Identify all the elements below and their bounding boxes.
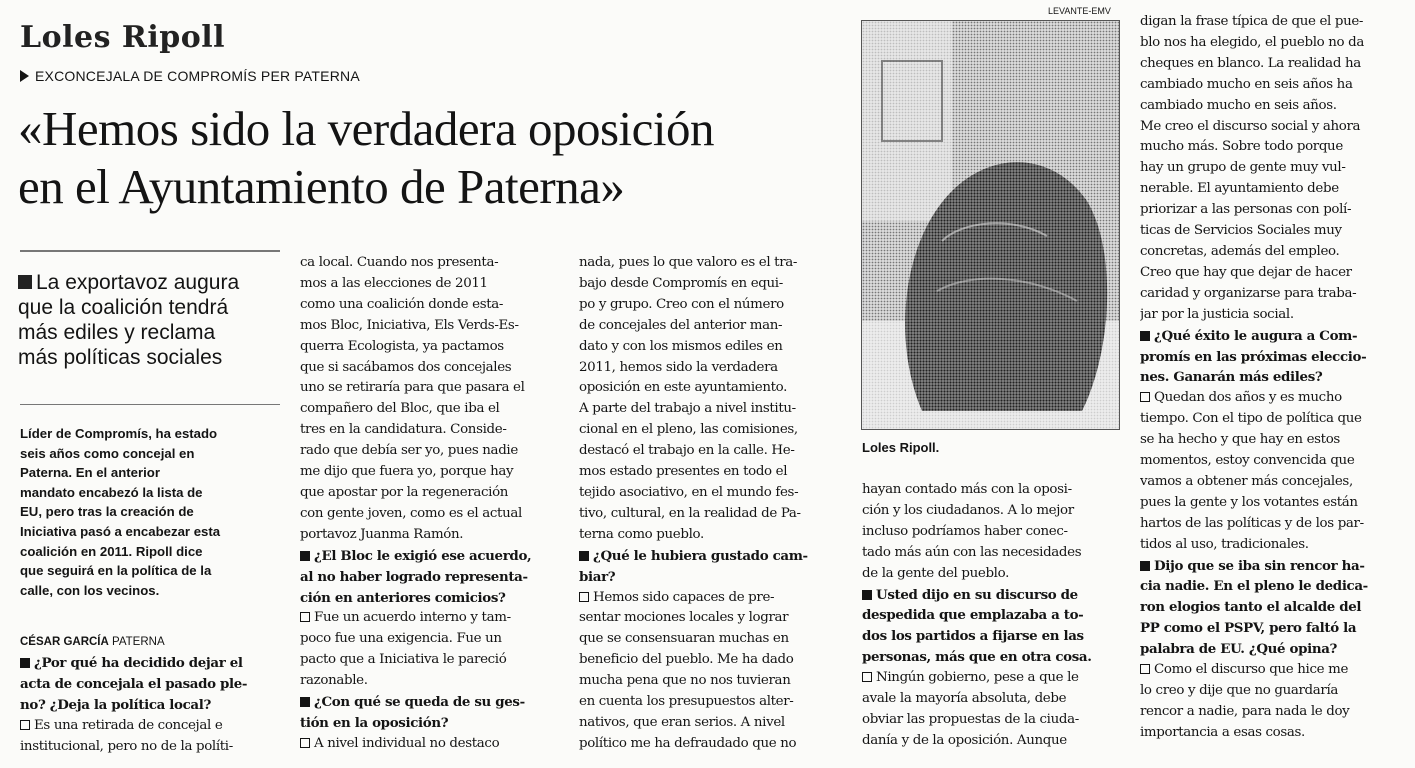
line-text: obviar las propuestas de la ciuda- xyxy=(862,711,1079,727)
question-line xyxy=(300,692,562,713)
line-text: Hemos sido capaces de pre- xyxy=(593,589,775,605)
answer-line xyxy=(300,253,562,274)
answer-line xyxy=(579,608,841,629)
headline xyxy=(18,100,838,216)
question-line xyxy=(300,713,562,734)
kicker xyxy=(20,68,360,84)
answer-marker-icon xyxy=(1140,392,1150,402)
answer-marker-icon xyxy=(1140,664,1150,674)
text-column-4 xyxy=(862,480,1124,752)
line-text: hayan contado más con la oposi- xyxy=(862,482,1072,497)
interviewee-name: Loles Ripoll xyxy=(20,20,226,55)
answer-line xyxy=(1140,75,1410,96)
answer-line xyxy=(579,504,841,525)
line-text: pacto que a Iniciativa le pareció xyxy=(300,652,507,668)
answer-line xyxy=(1140,137,1410,158)
question-marker-icon xyxy=(862,590,872,600)
answer-line xyxy=(1140,430,1410,451)
answer-line xyxy=(579,734,841,755)
answer-line xyxy=(579,378,841,399)
answer-line xyxy=(20,737,278,758)
answer-line xyxy=(1140,514,1410,535)
line-text: priorizar a las personas con polí- xyxy=(1140,202,1352,218)
question-line xyxy=(300,567,562,588)
line-text: PP como el PSPV, pero faltó la xyxy=(1140,620,1357,637)
triangle-icon xyxy=(20,70,29,82)
divider xyxy=(20,250,280,252)
line-text: tres en la candidatura. Conside- xyxy=(300,422,507,438)
answer-line xyxy=(300,671,562,692)
question-line xyxy=(1140,326,1410,347)
line-text: caridad y organizarse para traba- xyxy=(1140,285,1357,301)
answer-line xyxy=(862,564,1124,585)
byline-place: PATERNA xyxy=(112,636,165,648)
portrait-image xyxy=(862,21,1120,430)
line-text: dato y con los mismos ediles en xyxy=(579,338,783,354)
line-text: A nivel individual no destaco xyxy=(314,735,500,751)
line-text: Me creo el discurso social y ahora xyxy=(1140,118,1361,134)
subhead-line: más políticas sociales xyxy=(18,346,223,369)
answer-line xyxy=(1140,96,1410,117)
subhead-line: que la coalición tendrá xyxy=(18,296,229,319)
answer-line xyxy=(579,420,841,441)
answer-line xyxy=(579,629,841,650)
answer-line xyxy=(579,588,841,609)
question-line xyxy=(1140,597,1410,618)
answer-line xyxy=(579,358,841,379)
subhead-line: más ediles y reclama xyxy=(18,321,216,344)
line-text: ticas de Servicios Sociales muy xyxy=(1140,223,1342,239)
line-text: se ha hecho y que hay en estos xyxy=(1140,432,1340,448)
line-text: A parte del trabajo a nivel institu- xyxy=(579,401,796,417)
answer-line xyxy=(1140,409,1410,430)
portrait-photo xyxy=(861,20,1120,430)
answer-line xyxy=(579,295,841,316)
intro-line: Líder de Compromís, ha estado xyxy=(20,426,218,441)
line-text: que si sacábamos dos concejales xyxy=(300,359,512,375)
line-text: tidos al uso, tradicionales. xyxy=(1140,536,1309,552)
text-column-1 xyxy=(20,653,278,758)
line-text: terna como pueblo. xyxy=(579,526,704,542)
question-line xyxy=(300,546,562,567)
intro-line: EU, pero tras la creación de xyxy=(20,504,194,520)
question-marker-icon xyxy=(579,551,589,561)
answer-marker-icon xyxy=(20,720,30,730)
line-text: cambiado mucho en seis años. xyxy=(1140,97,1337,113)
line-text: ción en anteriores comicios? xyxy=(300,589,506,606)
line-text: de la gente del pueblo. xyxy=(862,565,1010,581)
subhead-line: La exportavoz augura xyxy=(36,271,240,294)
line-text: no? ¿Deja la política local? xyxy=(20,696,211,713)
answer-line xyxy=(579,713,841,734)
intro-line: que seguirá en la política de la xyxy=(20,563,212,579)
text-column-3 xyxy=(579,253,841,755)
answer-line xyxy=(862,731,1124,752)
answer-line xyxy=(300,295,562,316)
answer-line xyxy=(300,274,562,295)
line-text: ¿Qué éxito le augura a Com- xyxy=(1154,327,1358,344)
answer-line xyxy=(300,462,562,483)
question-line xyxy=(20,674,278,695)
line-text: momentos, estoy convencida que xyxy=(1140,453,1355,469)
line-text: ca local. Cuando nos presenta- xyxy=(300,255,499,270)
answer-line xyxy=(1140,117,1410,138)
line-text: de concejales del anterior man- xyxy=(579,317,783,333)
question-marker-icon xyxy=(20,658,30,668)
answer-line xyxy=(300,525,562,546)
question-marker-icon xyxy=(300,697,310,707)
answer-line xyxy=(300,337,562,358)
line-text: lo creo y dije que no guardaría xyxy=(1140,683,1339,698)
answer-line xyxy=(579,316,841,337)
line-text: Dijo que se iba sin rencor ha- xyxy=(1154,557,1365,574)
answer-line xyxy=(1140,723,1410,744)
line-text: 2011, hemos sido la verdadera xyxy=(579,359,778,375)
line-text: como una coalición donde esta- xyxy=(300,296,504,312)
intro-line: Iniciativa pasó a encabezar esta xyxy=(20,523,221,539)
answer-line xyxy=(1140,472,1410,493)
line-text: avale la mayoría absoluta, debe xyxy=(862,691,1067,707)
answer-marker-icon xyxy=(862,672,872,682)
line-text: danía y de la oposición. Aunque xyxy=(862,732,1067,748)
line-text: tiempo. Con el tipo de política que xyxy=(1140,411,1362,427)
byline-author: CÉSAR GARCÍA xyxy=(20,636,109,648)
line-text: tejido asociativo, en el mundo fes- xyxy=(579,484,799,500)
question-line xyxy=(20,695,278,716)
line-text: ¿Qué le hubiera gustado cam- xyxy=(593,547,808,564)
line-text: Usted dijo en su discurso de xyxy=(876,586,1078,603)
answer-marker-icon xyxy=(300,612,310,622)
answer-line xyxy=(1140,681,1410,702)
line-text: nativos, que eran serios. A nivel xyxy=(579,714,785,730)
line-text: uno se retiraría para que pasara el xyxy=(300,380,525,396)
line-text: institucional, pero no de la políti- xyxy=(20,738,233,754)
answer-line xyxy=(1140,702,1410,723)
line-text: poco fue una exigencia. Fue un xyxy=(300,631,502,647)
line-text: bajo desde Compromís en equi- xyxy=(579,275,783,291)
intro-line: coalición en 2011. Ripoll dice xyxy=(20,543,203,559)
answer-line xyxy=(579,525,841,546)
line-text: incluso podríamos haber conec- xyxy=(862,523,1068,539)
answer-line xyxy=(1140,451,1410,472)
line-text: nes. Ganarán más ediles? xyxy=(1140,369,1323,386)
line-text: cia nadie. En el pleno le dedica- xyxy=(1140,578,1368,595)
line-text: Ningún gobierno, pese a que le xyxy=(876,670,1079,686)
answer-line xyxy=(1140,388,1410,409)
answer-line xyxy=(1140,493,1410,514)
line-text: hartos de las políticas y de los par- xyxy=(1140,515,1364,531)
line-text: ¿Por qué ha decidido dejar el xyxy=(34,655,243,671)
answer-line xyxy=(300,608,562,629)
line-text: digan la frase típica de que el pue- xyxy=(1140,14,1364,29)
headline-line: «Hemos sido la verdadera oposición xyxy=(18,101,715,156)
line-text: acta de concejala el pasado ple- xyxy=(20,675,248,692)
answer-line xyxy=(1140,158,1410,179)
line-text: rado que debía ser yo, pues nadie xyxy=(300,443,518,459)
answer-marker-icon xyxy=(300,738,310,748)
line-text: vamos a obtener más concejales, xyxy=(1140,473,1353,489)
line-text: po y grupo. Creo con el número xyxy=(579,296,784,312)
question-line xyxy=(20,653,278,674)
question-line xyxy=(1140,639,1410,660)
intro-line: Paterna. En el anterior xyxy=(20,465,160,481)
question-line xyxy=(862,626,1124,647)
answer-line xyxy=(862,710,1124,731)
answer-line xyxy=(1140,305,1410,326)
intro-text xyxy=(20,424,270,600)
question-marker-icon xyxy=(300,551,310,561)
line-text: hay un grupo de gente muy vul- xyxy=(1140,160,1346,176)
line-text: cional en el pleno, las comisiones, xyxy=(579,422,798,438)
line-text: querra Ecologista, ya pactamos xyxy=(300,338,504,354)
answer-line xyxy=(300,483,562,504)
answer-line xyxy=(862,522,1124,543)
answer-line xyxy=(1140,263,1410,284)
line-text: tión en la oposición? xyxy=(300,714,449,731)
line-text: Es una retirada de concejal e xyxy=(34,717,223,733)
line-text: biar? xyxy=(579,568,616,585)
line-text: mos Bloc, Iniciativa, Els Verds-Es- xyxy=(300,317,519,333)
headline-line: en el Ayuntamiento de Paterna» xyxy=(18,159,625,214)
question-line xyxy=(579,567,841,588)
divider xyxy=(20,404,280,405)
answer-line xyxy=(1140,284,1410,305)
square-bullet-icon xyxy=(18,275,32,289)
line-text: Creo que hay que dejar de hacer xyxy=(1140,264,1352,280)
kicker-text: EXCONCEJALA DE COMPROMÍS PER PATERNA xyxy=(35,68,360,84)
answer-line xyxy=(300,316,562,337)
line-text: al no haber logrado representa- xyxy=(300,568,528,585)
question-line xyxy=(1140,347,1410,368)
answer-line xyxy=(300,399,562,420)
answer-line xyxy=(20,716,278,737)
question-line xyxy=(579,546,841,567)
answer-line xyxy=(579,483,841,504)
intro-line: seis años como concejal en xyxy=(20,445,195,461)
line-text: razonable. xyxy=(300,673,368,689)
photo-credit: LEVANTE-EMV xyxy=(1048,6,1111,16)
line-text: jar por la justicia social. xyxy=(1140,306,1294,322)
line-text: mos estado presentes en todo el xyxy=(579,464,788,480)
line-text: personas, más que en otra cosa. xyxy=(862,649,1092,666)
line-text: tivo, cultural, en la realidad de Pa- xyxy=(579,505,801,521)
answer-line xyxy=(1140,33,1410,54)
question-line xyxy=(1140,576,1410,597)
line-text: compañero del Bloc, que iba el xyxy=(300,401,500,417)
line-text: sentar mociones locales y lograr xyxy=(579,610,789,626)
line-text: con gente joven, como es el actual xyxy=(300,505,522,521)
line-text: concretas, además del empleo. xyxy=(1140,243,1340,259)
answer-line xyxy=(300,734,562,755)
answer-line xyxy=(1140,242,1410,263)
answer-line xyxy=(300,358,562,379)
line-text: nerable. El ayuntamiento debe xyxy=(1140,181,1339,197)
answer-line xyxy=(579,441,841,462)
question-line xyxy=(862,647,1124,668)
line-text: cambiado mucho en seis años ha xyxy=(1140,76,1353,92)
line-text: dos los partidos a fijarse en las xyxy=(862,628,1084,645)
line-text: oposición en este ayuntamiento. xyxy=(579,380,788,396)
answer-line xyxy=(579,671,841,692)
question-line xyxy=(1140,367,1410,388)
line-text: rencor a nadie, para nada le doy xyxy=(1140,703,1350,719)
line-text: despedida que emplazaba a to- xyxy=(862,607,1084,624)
answer-line xyxy=(1140,660,1410,681)
subhead xyxy=(18,270,268,370)
line-text: mos a las elecciones de 2011 xyxy=(300,275,488,291)
line-text: destacó el trabajo en la calle. He- xyxy=(579,443,795,459)
line-text: nada, pues lo que valoro es el tra- xyxy=(579,255,798,270)
answer-line xyxy=(1140,221,1410,242)
intro-line: mandato encabezó la lista de xyxy=(20,484,203,500)
answer-line xyxy=(300,378,562,399)
line-text: Fue un acuerdo interno y tam- xyxy=(314,610,511,626)
answer-line xyxy=(1140,12,1410,33)
answer-marker-icon xyxy=(579,592,589,602)
line-text: mucho más. Sobre todo porque xyxy=(1140,139,1343,155)
line-text: mucha pena que no nos tuvieran xyxy=(579,673,791,689)
answer-line xyxy=(579,650,841,671)
answer-line xyxy=(300,629,562,650)
question-line xyxy=(1140,556,1410,577)
answer-line xyxy=(300,441,562,462)
answer-line xyxy=(579,253,841,274)
answer-line xyxy=(862,480,1124,501)
line-text: blo nos ha elegido, el pueblo no da xyxy=(1140,34,1364,50)
line-text: político me ha defraudado que no xyxy=(579,735,797,751)
text-column-5 xyxy=(1140,12,1410,744)
answer-line xyxy=(862,689,1124,710)
question-line xyxy=(862,585,1124,606)
answer-line xyxy=(579,274,841,295)
line-text: ¿Con qué se queda de su ges- xyxy=(314,694,525,711)
line-text: ron elogios tanto el alcalde del xyxy=(1140,599,1362,616)
answer-line xyxy=(1140,54,1410,75)
intro-line: calle, con los vecinos. xyxy=(20,582,160,598)
line-text: me dijo que fuera yo, porque hay xyxy=(300,464,514,480)
question-marker-icon xyxy=(1140,561,1150,571)
text-column-2 xyxy=(300,253,562,755)
answer-line xyxy=(300,650,562,671)
answer-line xyxy=(862,543,1124,564)
line-text: en cuenta los presupuestos alter- xyxy=(579,694,794,710)
answer-line xyxy=(1140,179,1410,200)
answer-line xyxy=(862,668,1124,689)
question-marker-icon xyxy=(1140,331,1150,341)
photo-caption: Loles Ripoll. xyxy=(862,440,940,455)
answer-line xyxy=(862,501,1124,522)
line-text: pues la gente y los votantes están xyxy=(1140,494,1358,510)
line-text: ción y los ciudadanos. A lo mejor xyxy=(862,502,1074,518)
line-text: que apostar por la regeneración xyxy=(300,484,509,500)
line-text: cheques en blanco. La realidad ha xyxy=(1140,55,1361,71)
answer-line xyxy=(579,462,841,483)
answer-line xyxy=(300,504,562,525)
line-text: ¿El Bloc le exigió ese acuerdo, xyxy=(314,547,532,564)
answer-line xyxy=(579,337,841,358)
byline xyxy=(20,636,165,648)
question-line xyxy=(300,588,562,609)
line-text: portavoz Juanma Ramón. xyxy=(300,526,464,542)
answer-line xyxy=(300,420,562,441)
answer-line xyxy=(1140,200,1410,221)
line-text: Quedan dos años y es mucho xyxy=(1154,390,1342,406)
line-text: promís en las próximas eleccio- xyxy=(1140,348,1367,365)
line-text: tado más aún con las necesidades xyxy=(862,544,1082,560)
line-text: importancia a esas cosas. xyxy=(1140,724,1305,740)
answer-line xyxy=(579,692,841,713)
line-text: Como el discurso que hice me xyxy=(1154,662,1349,678)
question-line xyxy=(1140,618,1410,639)
answer-line xyxy=(579,399,841,420)
line-text: palabra de EU. ¿Qué opina? xyxy=(1140,641,1338,658)
line-text: beneficio del pueblo. Me ha dado xyxy=(579,652,794,668)
question-line xyxy=(862,605,1124,626)
line-text: que se consensuaran muchas en xyxy=(579,631,789,647)
answer-line xyxy=(1140,535,1410,556)
